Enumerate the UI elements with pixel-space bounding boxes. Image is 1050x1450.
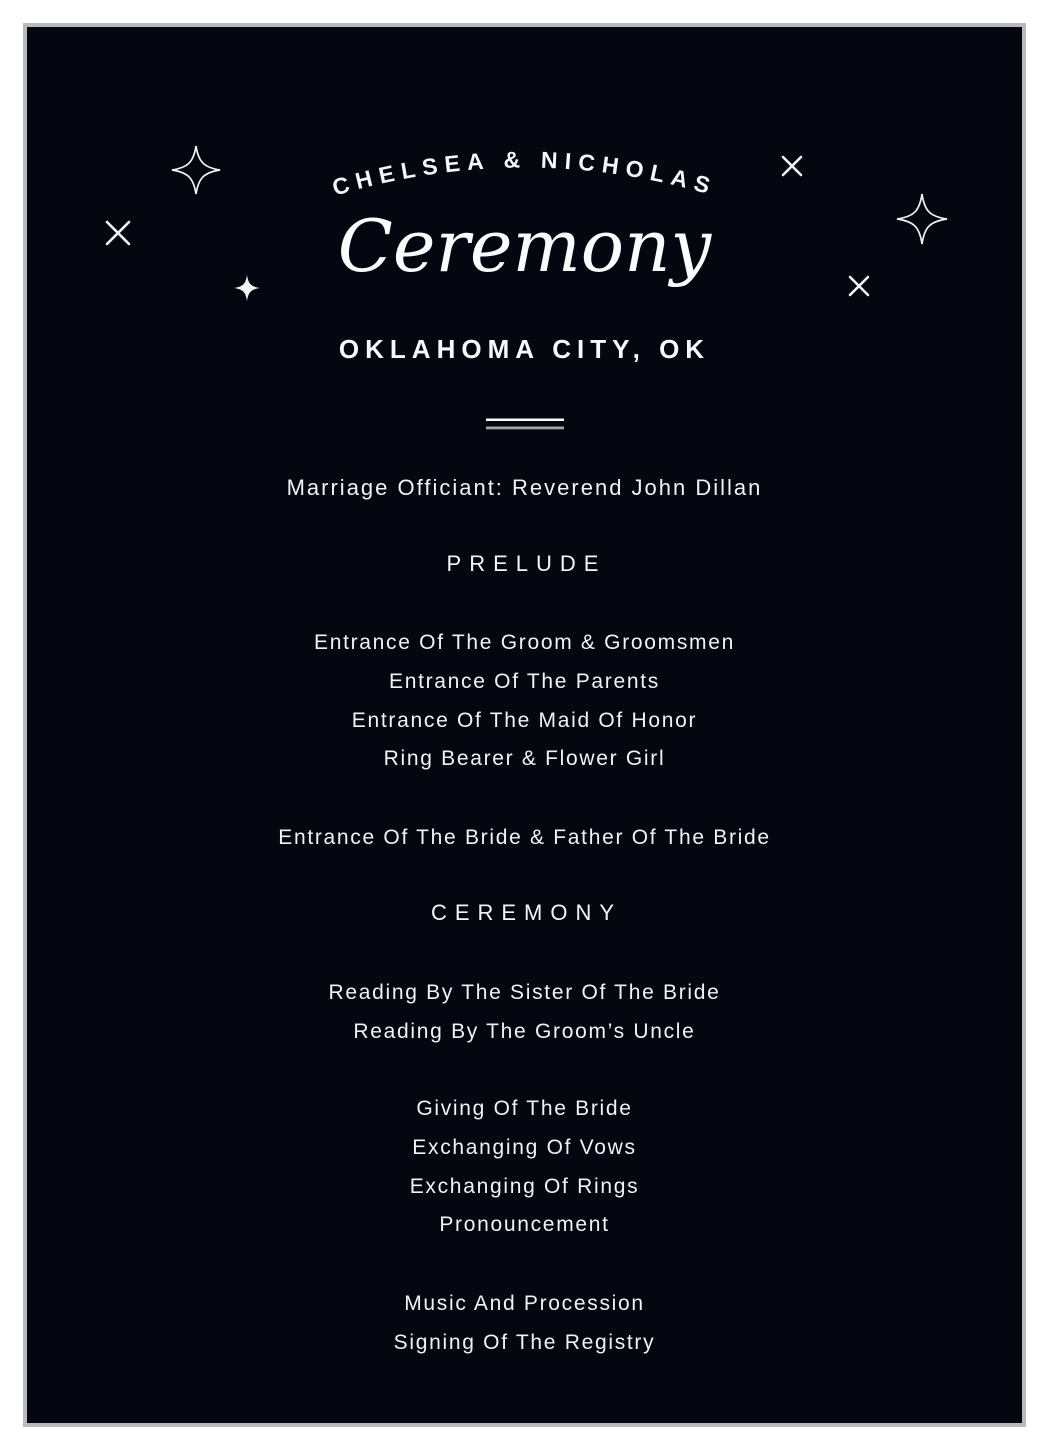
ceremony-script-title: Ceremony [337,204,712,288]
program-line: Pronouncement [439,1213,610,1237]
program-line: Entrance Of The Groom & Groomsmen [313,631,736,654]
program-line: Entrance Of The Maid Of Honor [351,708,698,732]
program-line: Reading By The Sister Of The Bride [328,981,721,1004]
officiant-line: Marriage Officiant: Reverend John Dillan [286,475,763,500]
program-group-closing [27,1285,1022,1363]
program-line: Exchanging Of Rings [409,1174,640,1198]
x-sparkle-top-right-icon [783,157,801,175]
program-line: Exchanging Of Vows [412,1135,637,1159]
program-line: Signing Of The Registry [393,1330,656,1354]
ceremony-program-card [23,23,1026,1427]
program-line: Reading By The Groom’s Uncle [353,1019,696,1043]
program-group-prelude-entrances [27,624,1022,779]
couple-names-arched-text: CHELSEA & NICHOLAS [329,146,720,201]
location-text: OKLAHOMA CITY, OK [338,334,711,364]
sparkle-star-outline-right-icon [897,194,947,244]
double-line-divider-icon [486,419,564,430]
program-group-rites [27,1090,1022,1245]
section-heading-ceremony: CEREMONY [430,900,623,925]
program-group-bride-entrance [27,819,1022,858]
program-line: Ring Bearer & Flower Girl [383,747,666,771]
x-sparkle-right-icon [850,277,868,295]
program-line: Entrance Of The Parents [388,669,660,693]
sparkle-star-outline-left-icon [172,146,220,194]
program-line: Music And Procession [404,1292,645,1315]
program-group-readings [27,974,1022,1052]
x-sparkle-left-icon [107,222,129,244]
program-line: Entrance Of The Bride & Father Of The Bride [278,826,771,849]
program-line: Giving Of The Bride [416,1097,633,1120]
sparkle-filled-icon [234,275,260,301]
section-heading-prelude: PRELUDE [446,551,607,576]
